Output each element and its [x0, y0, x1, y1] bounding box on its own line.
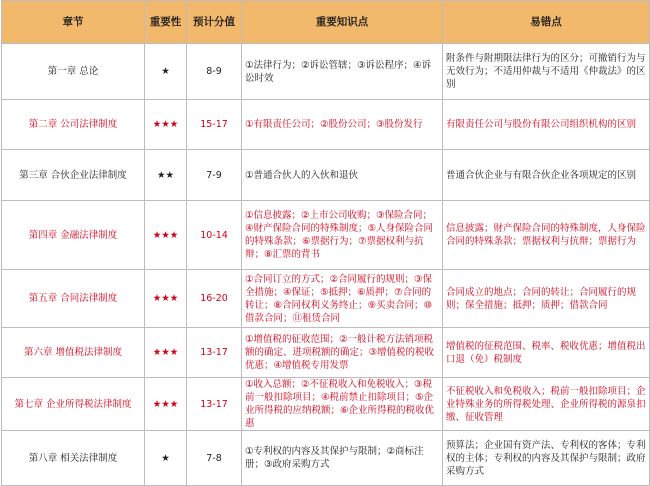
importance-stars: ★★★ [145, 100, 187, 150]
table-header-row [2, 1, 650, 44]
error-points-cell: 有限责任公司与股份有限公司组织机构的区别 [443, 100, 650, 150]
error-points-cell: 合同成立的地点；合同的转让；合同履行的规则；保全措施；抵押；质押；借款合同 [443, 270, 650, 328]
score-cell: 7-8 [187, 431, 242, 486]
error-points-cell: 不征税收入和免税收入；税前一般扣除项目；企业特殊业务的所得税处理、企业所得税的源泉扣缴、征收管理 [443, 378, 650, 431]
importance-stars: ★★★ [145, 270, 187, 328]
importance-stars: ★★★ [145, 378, 187, 431]
chapter-cell: 第三章 合伙企业法律制度 [2, 150, 145, 201]
table-row [2, 328, 650, 378]
chapter-cell: 第四章 金融法律制度 [2, 201, 145, 270]
score-cell: 10-14 [187, 201, 242, 270]
key-points-cell: ①信息披露；②上市公司收购；③保险合同；④财产保险合同的特殊制度；⑤人身保险合同的特殊条款；⑥票据行为；⑦票据权利与抗辩；⑧汇票的背书 [242, 201, 443, 270]
error-points-cell: 附条件与附期限法律行为的区分；可撤销行为与无效行为；不适用仲裁与不适用《仲裁法》的区别 [443, 44, 650, 100]
chapter-cell: 第七章 企业所得税法律制度 [2, 378, 145, 431]
key-points-cell: ①普通合伙人的入伙和退伙 [242, 150, 443, 201]
header-error-points: 易错点 [443, 1, 650, 44]
key-points-cell: ①有限责任公司；②股份公司；③股份发行 [242, 100, 443, 150]
score-cell: 13-17 [187, 378, 242, 431]
chapter-cell: 第二章 公司法律制度 [2, 100, 145, 150]
table-row [2, 150, 650, 201]
importance-stars: ★ [145, 44, 187, 100]
table-row [2, 378, 650, 431]
table-row [2, 201, 650, 270]
importance-stars: ★ [145, 431, 187, 486]
error-points-cell: 普通合伙企业与有限合伙企业各项规定的区别 [443, 150, 650, 201]
key-points-cell: ①专利权的内容及其保护与限制；②商标注册；③政府采购方式 [242, 431, 443, 486]
table-row [2, 44, 650, 100]
header-chapter: 章节 [2, 1, 145, 44]
key-points-cell: ①法律行为；②诉讼管辖；③诉讼程序；④诉讼时效 [242, 44, 443, 100]
score-cell: 16-20 [187, 270, 242, 328]
key-points-cell: ①合同订立的方式；②合同履行的规则；③保全措施；④保证；⑤抵押；⑥质押；⑦合同的转让；⑧合同权利义务终止；⑨买卖合同；⑩借款合同；⑪租赁合同 [242, 270, 443, 328]
syllabus-table [1, 0, 650, 486]
table-row [2, 431, 650, 486]
header-key-points: 重要知识点 [242, 1, 443, 44]
importance-stars: ★★ [145, 150, 187, 201]
table-row [2, 270, 650, 328]
header-score: 预计分值 [187, 1, 242, 44]
score-cell: 13-17 [187, 328, 242, 378]
key-points-cell: ①收入总额；②不征税收入和免税收入；③税前一般扣除项目；④税前禁止扣除项目；⑤企业所得税的应纳税额；⑥企业所得税的税收优惠 [242, 378, 443, 431]
score-cell: 7-9 [187, 150, 242, 201]
table-row [2, 100, 650, 150]
key-points-cell: ①增值税的征收范围；②一般计税方法销项税额的确定、进项税额的确定；③增值税的税收优惠；④增值税专用发票 [242, 328, 443, 378]
header-importance: 重要性 [145, 1, 187, 44]
chapter-cell: 第一章 总论 [2, 44, 145, 100]
score-cell: 8-9 [187, 44, 242, 100]
error-points-cell: 增值税的征税范围、税率、税收优惠；增值税出口退（免）税制度 [443, 328, 650, 378]
chapter-cell: 第八章 相关法律制度 [2, 431, 145, 486]
chapter-cell: 第六章 增值税法律制度 [2, 328, 145, 378]
importance-stars: ★★★ [145, 201, 187, 270]
score-cell: 15-17 [187, 100, 242, 150]
error-points-cell: 预算法；企业国有资产法、专利权的客体；专利权的主体；专利权的内容及其保护与限制；政府采购方式 [443, 431, 650, 486]
importance-stars: ★★★ [145, 328, 187, 378]
error-points-cell: 信息披露；财产保险合同的特殊制度，人身保险合同的特殊条款；票据权利与抗辩；票据行为 [443, 201, 650, 270]
chapter-cell: 第五章 合同法律制度 [2, 270, 145, 328]
